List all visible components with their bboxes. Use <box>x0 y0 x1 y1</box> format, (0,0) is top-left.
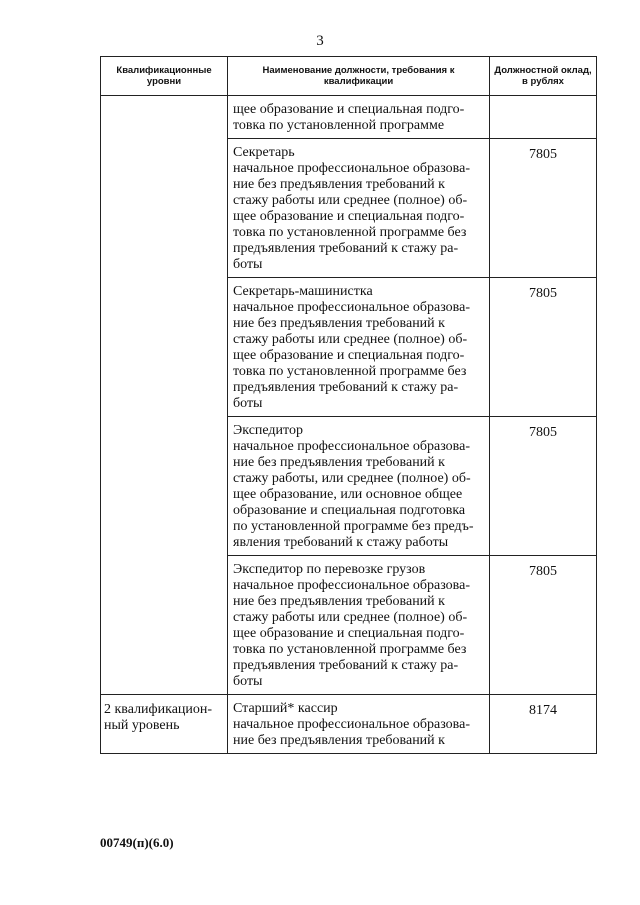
requirement-line: щее образование, или основное общее <box>233 487 463 502</box>
qualification-table <box>100 56 597 754</box>
requirement-line: стажу работы или среднее (полное) об- <box>233 193 468 208</box>
table-row <box>101 695 597 754</box>
document-code: 00749(п)(6.0) <box>100 835 174 850</box>
requirement-line: ние без предъявления требований к <box>233 316 445 331</box>
requirement-line: товка по установленной программе <box>233 118 445 133</box>
table-body <box>101 96 597 754</box>
header-qualification-levels: Квалификационные уровни <box>101 57 228 96</box>
requirement-line: товка по установленной программе без <box>233 364 467 379</box>
requirement-line: ние без предъявления требований к <box>233 177 445 192</box>
description-cell <box>228 695 490 754</box>
requirement-line: щее образование и специальная подго- <box>233 209 465 224</box>
requirement-line: образование и специальная подготовка <box>233 503 466 518</box>
requirement-line: товка по установленной программе без <box>233 225 467 240</box>
requirement-line: предъявления требований к стажу ра- <box>233 658 459 673</box>
requirement-line: ние без предъявления требований к <box>233 594 445 609</box>
description-cell <box>228 278 490 417</box>
requirement-line: предъявления требований к стажу ра- <box>233 241 459 256</box>
position-title: Секретарь-машинистка <box>233 284 373 299</box>
level-label: 2 квалификацион- ный уровень <box>104 702 213 733</box>
table-header-row <box>101 57 597 96</box>
header-salary: Должностной оклад, в рублях <box>490 57 597 96</box>
requirement-line: стажу работы, или среднее (полное) об- <box>233 471 471 486</box>
salary-cell <box>490 96 597 139</box>
position-title: Экспедитор по перевозке грузов <box>233 562 426 577</box>
position-title: Старший* кассир <box>233 701 338 716</box>
header-position-requirements: Наименование должности, требования к квалификации <box>228 57 490 96</box>
requirement-line: боты <box>233 257 263 272</box>
salary-cell: 7805 <box>490 556 597 695</box>
requirement-line: ние без предъявления требований к <box>233 733 445 748</box>
requirement-line: стажу работы или среднее (полное) об- <box>233 610 468 625</box>
requirement-line: начальное профессиональное образова- <box>233 161 470 176</box>
level-cell <box>101 695 228 754</box>
salary-cell: 7805 <box>490 417 597 556</box>
requirement-line: щее образование и специальная подго- <box>233 348 465 363</box>
requirement-line: начальное профессиональное образова- <box>233 439 470 454</box>
requirement-line: начальное профессиональное образова- <box>233 578 470 593</box>
requirement-line: щее образование и специальная подго- <box>233 102 465 117</box>
requirement-line: боты <box>233 396 263 411</box>
requirement-line: боты <box>233 674 263 689</box>
page-number: 3 <box>316 33 324 49</box>
description-cell <box>228 96 490 139</box>
description-cell <box>228 139 490 278</box>
position-title: Экспедитор <box>233 423 303 438</box>
requirement-line: начальное профессиональное образова- <box>233 717 470 732</box>
description-cell <box>228 417 490 556</box>
table-row <box>101 96 597 139</box>
requirement-line: по установленной программе без предъ- <box>233 519 474 534</box>
requirement-line: товка по установленной программе без <box>233 642 467 657</box>
salary-cell: 8174 <box>490 695 597 754</box>
description-cell <box>228 556 490 695</box>
requirement-line: щее образование и специальная подго- <box>233 626 465 641</box>
position-title: Секретарь <box>233 145 295 160</box>
requirement-line: стажу работы или среднее (полное) об- <box>233 332 468 347</box>
requirement-line: явления требований к стажу работы <box>233 535 449 550</box>
salary-cell: 7805 <box>490 278 597 417</box>
requirement-line: начальное профессиональное образова- <box>233 300 470 315</box>
salary-cell: 7805 <box>490 139 597 278</box>
requirement-line: ние без предъявления требований к <box>233 455 445 470</box>
level-cell <box>101 96 228 695</box>
requirement-line: предъявления требований к стажу ра- <box>233 380 459 395</box>
